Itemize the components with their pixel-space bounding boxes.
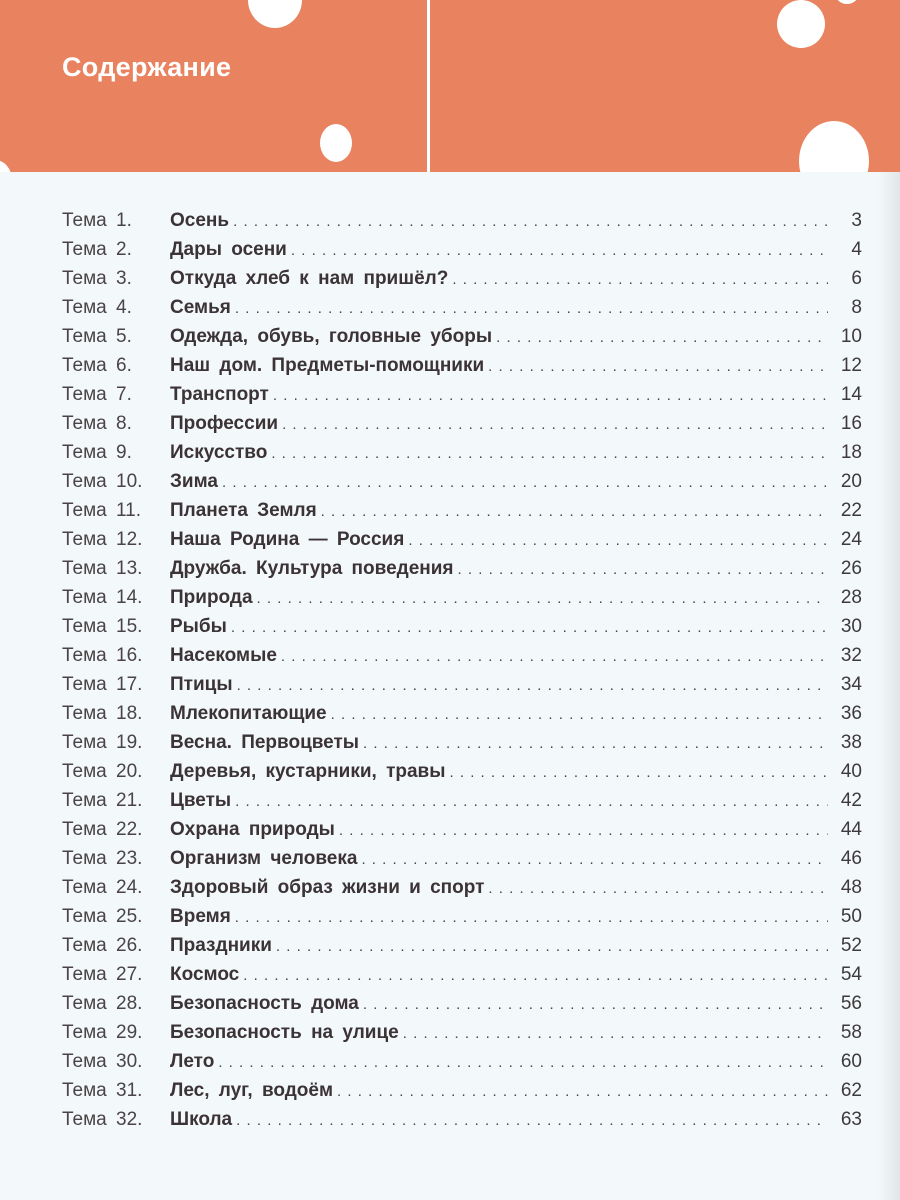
toc-entry[interactable] bbox=[62, 326, 862, 355]
toc-entry-title: Транспорт bbox=[170, 384, 269, 405]
toc-entry-page: 30 bbox=[840, 616, 862, 637]
toc-entry-label: Тема bbox=[62, 674, 107, 695]
toc-entry-page: 20 bbox=[840, 471, 862, 492]
toc-entry[interactable] bbox=[62, 732, 862, 761]
dot-leader bbox=[488, 880, 828, 897]
toc-entry[interactable] bbox=[62, 558, 862, 587]
toc-entry-number: 19. bbox=[116, 732, 143, 753]
toc-entry-page: 42 bbox=[840, 790, 862, 811]
dot-leader bbox=[276, 938, 828, 955]
toc-entry-title: Наша Родина — Россия bbox=[170, 529, 405, 550]
dot-leader bbox=[291, 242, 828, 259]
toc-entry-page: 40 bbox=[840, 761, 862, 782]
toc-entry[interactable] bbox=[62, 674, 862, 703]
toc-entry[interactable] bbox=[62, 500, 862, 529]
toc-entry-title: Лето bbox=[170, 1051, 215, 1072]
toc-entry-number: 28. bbox=[116, 993, 143, 1014]
dot-leader bbox=[339, 822, 828, 839]
toc-entry-number: 11. bbox=[116, 500, 142, 521]
toc-entry-title: Дружба. Культура поведения bbox=[170, 558, 454, 579]
toc-entry-number: 29. bbox=[116, 1022, 143, 1043]
toc-entry[interactable] bbox=[62, 819, 862, 848]
toc-entry-label: Тема bbox=[62, 1080, 107, 1101]
toc-entry[interactable] bbox=[62, 413, 862, 442]
decorative-circle bbox=[836, 0, 858, 4]
toc-entry-title: Время bbox=[170, 906, 231, 927]
toc-entry-label: Тема bbox=[62, 819, 107, 840]
dot-leader bbox=[403, 1025, 828, 1042]
toc-entry-title: Одежда, обувь, головные уборы bbox=[170, 326, 493, 347]
dot-leader bbox=[496, 329, 828, 346]
toc-entry-title: Насекомые bbox=[170, 645, 277, 666]
dot-leader bbox=[218, 1054, 828, 1071]
toc-entry-label: Тема bbox=[62, 210, 107, 231]
toc-entry-page: 44 bbox=[840, 819, 862, 840]
toc-entry[interactable] bbox=[62, 848, 862, 877]
toc-entry-label: Тема bbox=[62, 964, 107, 985]
dot-leader bbox=[281, 648, 828, 665]
header-banner bbox=[0, 0, 900, 172]
toc-entry-number: 4. bbox=[116, 297, 132, 318]
toc-entry-page: 4 bbox=[851, 239, 862, 260]
dot-leader bbox=[331, 706, 828, 723]
dot-leader bbox=[337, 1083, 828, 1100]
dot-leader bbox=[235, 909, 828, 926]
dot-leader bbox=[257, 590, 828, 607]
dot-leader bbox=[452, 271, 828, 288]
toc-entry-number: 1. bbox=[116, 210, 132, 231]
toc-entry-number: 20. bbox=[116, 761, 143, 782]
toc-entry-label: Тема bbox=[62, 790, 107, 811]
toc-entry-page: 58 bbox=[840, 1022, 862, 1043]
toc-entry-number: 27. bbox=[116, 964, 143, 985]
toc-entry-number: 17. bbox=[116, 674, 143, 695]
toc-entry-number: 31. bbox=[116, 1080, 143, 1101]
toc-entry-label: Тема bbox=[62, 558, 107, 579]
toc-entry[interactable] bbox=[62, 239, 862, 268]
toc-entry-title: Млекопитающие bbox=[170, 703, 327, 724]
dot-leader bbox=[363, 996, 828, 1013]
toc-entry-number: 14. bbox=[116, 587, 143, 608]
toc-entry[interactable] bbox=[62, 703, 862, 732]
toc-entry[interactable] bbox=[62, 906, 862, 935]
toc-entry-title: Деревья, кустарники, травы bbox=[170, 761, 446, 782]
toc-entry-label: Тема bbox=[62, 413, 107, 434]
toc-entry-page: 48 bbox=[840, 877, 862, 898]
toc-entry-number: 2. bbox=[116, 239, 132, 260]
toc-entry-title: Профессии bbox=[170, 413, 279, 434]
toc-entry-page: 14 bbox=[840, 384, 862, 405]
dot-leader bbox=[222, 474, 828, 491]
toc-entry-page: 24 bbox=[840, 529, 862, 550]
dot-leader bbox=[235, 300, 828, 317]
toc-entry-page: 62 bbox=[840, 1080, 862, 1101]
toc-entry-page: 54 bbox=[840, 964, 862, 985]
toc-entry-page: 32 bbox=[840, 645, 862, 666]
table-of-contents bbox=[62, 210, 862, 1138]
toc-entry[interactable] bbox=[62, 616, 862, 645]
toc-entry-label: Тема bbox=[62, 1109, 107, 1130]
toc-entry-label: Тема bbox=[62, 906, 107, 927]
toc-entry-title: Зима bbox=[170, 471, 218, 492]
toc-entry-number: 32. bbox=[116, 1109, 143, 1130]
toc-entry-number: 9. bbox=[116, 442, 132, 463]
toc-entry-page: 52 bbox=[840, 935, 862, 956]
toc-entry-number: 5. bbox=[116, 326, 132, 347]
page-title: Содержание bbox=[62, 52, 232, 82]
toc-entry[interactable] bbox=[62, 268, 862, 297]
toc-entry-title: Космос bbox=[170, 964, 240, 985]
dot-leader bbox=[235, 793, 828, 810]
toc-entry-title: Здоровый образ жизни и спорт bbox=[170, 877, 485, 898]
toc-entry-label: Тема bbox=[62, 848, 107, 869]
toc-entry-number: 22. bbox=[116, 819, 143, 840]
dot-leader bbox=[236, 1112, 828, 1129]
toc-entry-number: 18. bbox=[116, 703, 143, 724]
toc-entry[interactable] bbox=[62, 529, 862, 558]
toc-entry-label: Тема bbox=[62, 355, 107, 376]
toc-entry[interactable] bbox=[62, 1080, 862, 1109]
toc-entry-label: Тема bbox=[62, 761, 107, 782]
decorative-circle bbox=[777, 0, 825, 48]
toc-entry-page: 34 bbox=[840, 674, 862, 695]
toc-entry-label: Тема bbox=[62, 471, 107, 492]
toc-entry-title: Охрана природы bbox=[170, 819, 335, 840]
toc-entry-page: 12 bbox=[840, 355, 862, 376]
toc-entry-page: 10 bbox=[840, 326, 862, 347]
toc-entry-title: Организм человека bbox=[170, 848, 358, 869]
toc-entry-title: Искусство bbox=[170, 442, 268, 463]
dot-leader bbox=[273, 387, 828, 404]
toc-entry[interactable] bbox=[62, 384, 862, 413]
dot-leader bbox=[449, 764, 828, 781]
toc-entry-number: 6. bbox=[116, 355, 132, 376]
toc-entry-title: Безопасность на улице bbox=[170, 1022, 399, 1043]
toc-entry[interactable] bbox=[62, 935, 862, 964]
header-divider bbox=[427, 0, 430, 172]
toc-entry-number: 3. bbox=[116, 268, 132, 289]
toc-entry-title: Природа bbox=[170, 587, 253, 608]
toc-entry-title: Семья bbox=[170, 297, 231, 318]
toc-entry-page: 56 bbox=[840, 993, 862, 1014]
toc-entry-number: 25. bbox=[116, 906, 143, 927]
toc-entry-number: 12. bbox=[116, 529, 143, 550]
dot-leader bbox=[361, 851, 828, 868]
toc-entry-label: Тема bbox=[62, 587, 107, 608]
toc-entry-number: 26. bbox=[116, 935, 143, 956]
dot-leader bbox=[271, 445, 828, 462]
toc-entry[interactable] bbox=[62, 1051, 862, 1080]
dot-leader bbox=[321, 503, 828, 520]
dot-leader bbox=[488, 358, 828, 375]
toc-entry[interactable] bbox=[62, 471, 862, 500]
toc-entry-label: Тема bbox=[62, 645, 107, 666]
decorative-circle bbox=[799, 121, 869, 172]
toc-entry[interactable] bbox=[62, 877, 862, 906]
toc-entry-label: Тема bbox=[62, 384, 107, 405]
toc-entry-title: Планета Земля bbox=[170, 500, 317, 521]
toc-entry-number: 13. bbox=[116, 558, 143, 579]
decorative-circle bbox=[248, 0, 302, 28]
toc-entry-label: Тема bbox=[62, 442, 107, 463]
toc-entry[interactable] bbox=[62, 1109, 862, 1138]
toc-entry-title: Дары осени bbox=[170, 239, 287, 260]
toc-entry-title: Осень bbox=[170, 210, 230, 231]
toc-entry-page: 63 bbox=[840, 1109, 862, 1130]
toc-entry-page: 8 bbox=[851, 297, 862, 318]
toc-entry[interactable] bbox=[62, 355, 862, 384]
toc-entry-title: Цветы bbox=[170, 790, 232, 811]
toc-entry-label: Тема bbox=[62, 1022, 107, 1043]
toc-entry[interactable] bbox=[62, 964, 862, 993]
toc-entry-label: Тема bbox=[62, 326, 107, 347]
toc-entry[interactable] bbox=[62, 645, 862, 674]
toc-entry-page: 18 bbox=[840, 442, 862, 463]
toc-entry-label: Тема bbox=[62, 935, 107, 956]
toc-entry-label: Тема bbox=[62, 732, 107, 753]
toc-entry-label: Тема bbox=[62, 239, 107, 260]
toc-entry-page: 38 bbox=[840, 732, 862, 753]
dot-leader bbox=[243, 967, 828, 984]
toc-entry[interactable] bbox=[62, 1022, 862, 1051]
toc-entry-page: 6 bbox=[851, 268, 862, 289]
toc-entry-label: Тема bbox=[62, 529, 107, 550]
toc-entry-number: 21. bbox=[116, 790, 143, 811]
page-edge-shadow bbox=[878, 172, 900, 1200]
toc-entry-title: Весна. Первоцветы bbox=[170, 732, 360, 753]
toc-entry-label: Тема bbox=[62, 616, 107, 637]
toc-entry-page: 22 bbox=[840, 500, 862, 521]
toc-entry-title: Лес, луг, водоём bbox=[170, 1080, 334, 1101]
dot-leader bbox=[408, 532, 828, 549]
toc-entry-page: 60 bbox=[840, 1051, 862, 1072]
toc-entry-label: Тема bbox=[62, 1051, 107, 1072]
toc-entry[interactable] bbox=[62, 790, 862, 819]
toc-entry-label: Тема bbox=[62, 993, 107, 1014]
toc-entry-number: 16. bbox=[116, 645, 143, 666]
dot-leader bbox=[458, 561, 828, 578]
toc-entry-page: 28 bbox=[840, 587, 862, 608]
toc-entry-title: Школа bbox=[170, 1109, 233, 1130]
dot-leader bbox=[363, 735, 828, 752]
toc-entry-page: 36 bbox=[840, 703, 862, 724]
toc-entry[interactable] bbox=[62, 993, 862, 1022]
toc-entry-page: 50 bbox=[840, 906, 862, 927]
dot-leader bbox=[282, 416, 828, 433]
toc-entry-number: 23. bbox=[116, 848, 143, 869]
toc-entry[interactable] bbox=[62, 442, 862, 471]
toc-entry-label: Тема bbox=[62, 500, 107, 521]
dot-leader bbox=[237, 677, 828, 694]
toc-entry-title: Рыбы bbox=[170, 616, 227, 637]
toc-entry-page: 16 bbox=[840, 413, 862, 434]
toc-entry-label: Тема bbox=[62, 877, 107, 898]
toc-entry-page: 26 bbox=[840, 558, 862, 579]
toc-entry-title: Птицы bbox=[170, 674, 233, 695]
toc-entry-title: Праздники bbox=[170, 935, 272, 956]
dot-leader bbox=[233, 213, 828, 230]
dot-leader bbox=[231, 619, 828, 636]
toc-entry-page: 46 bbox=[840, 848, 862, 869]
toc-entry-number: 10. bbox=[116, 471, 143, 492]
toc-entry-number: 7. bbox=[116, 384, 132, 405]
decorative-circle bbox=[320, 124, 352, 162]
toc-entry-label: Тема bbox=[62, 268, 107, 289]
toc-entry[interactable] bbox=[62, 761, 862, 790]
toc-entry[interactable] bbox=[62, 210, 862, 239]
toc-entry-number: 15. bbox=[116, 616, 143, 637]
toc-entry-title: Безопасность дома bbox=[170, 993, 359, 1014]
toc-entry-number: 8. bbox=[116, 413, 132, 434]
toc-entry-number: 30. bbox=[116, 1051, 143, 1072]
toc-entry-number: 24. bbox=[116, 877, 143, 898]
decorative-circle bbox=[0, 160, 12, 172]
toc-entry-label: Тема bbox=[62, 297, 107, 318]
toc-entry-label: Тема bbox=[62, 703, 107, 724]
toc-entry[interactable] bbox=[62, 297, 862, 326]
toc-entry-title: Откуда хлеб к нам пришёл? bbox=[170, 268, 449, 289]
toc-entry-page: 3 bbox=[851, 210, 862, 231]
toc-entry-title: Наш дом. Предметы-помощники bbox=[170, 355, 485, 376]
toc-entry[interactable] bbox=[62, 587, 862, 616]
